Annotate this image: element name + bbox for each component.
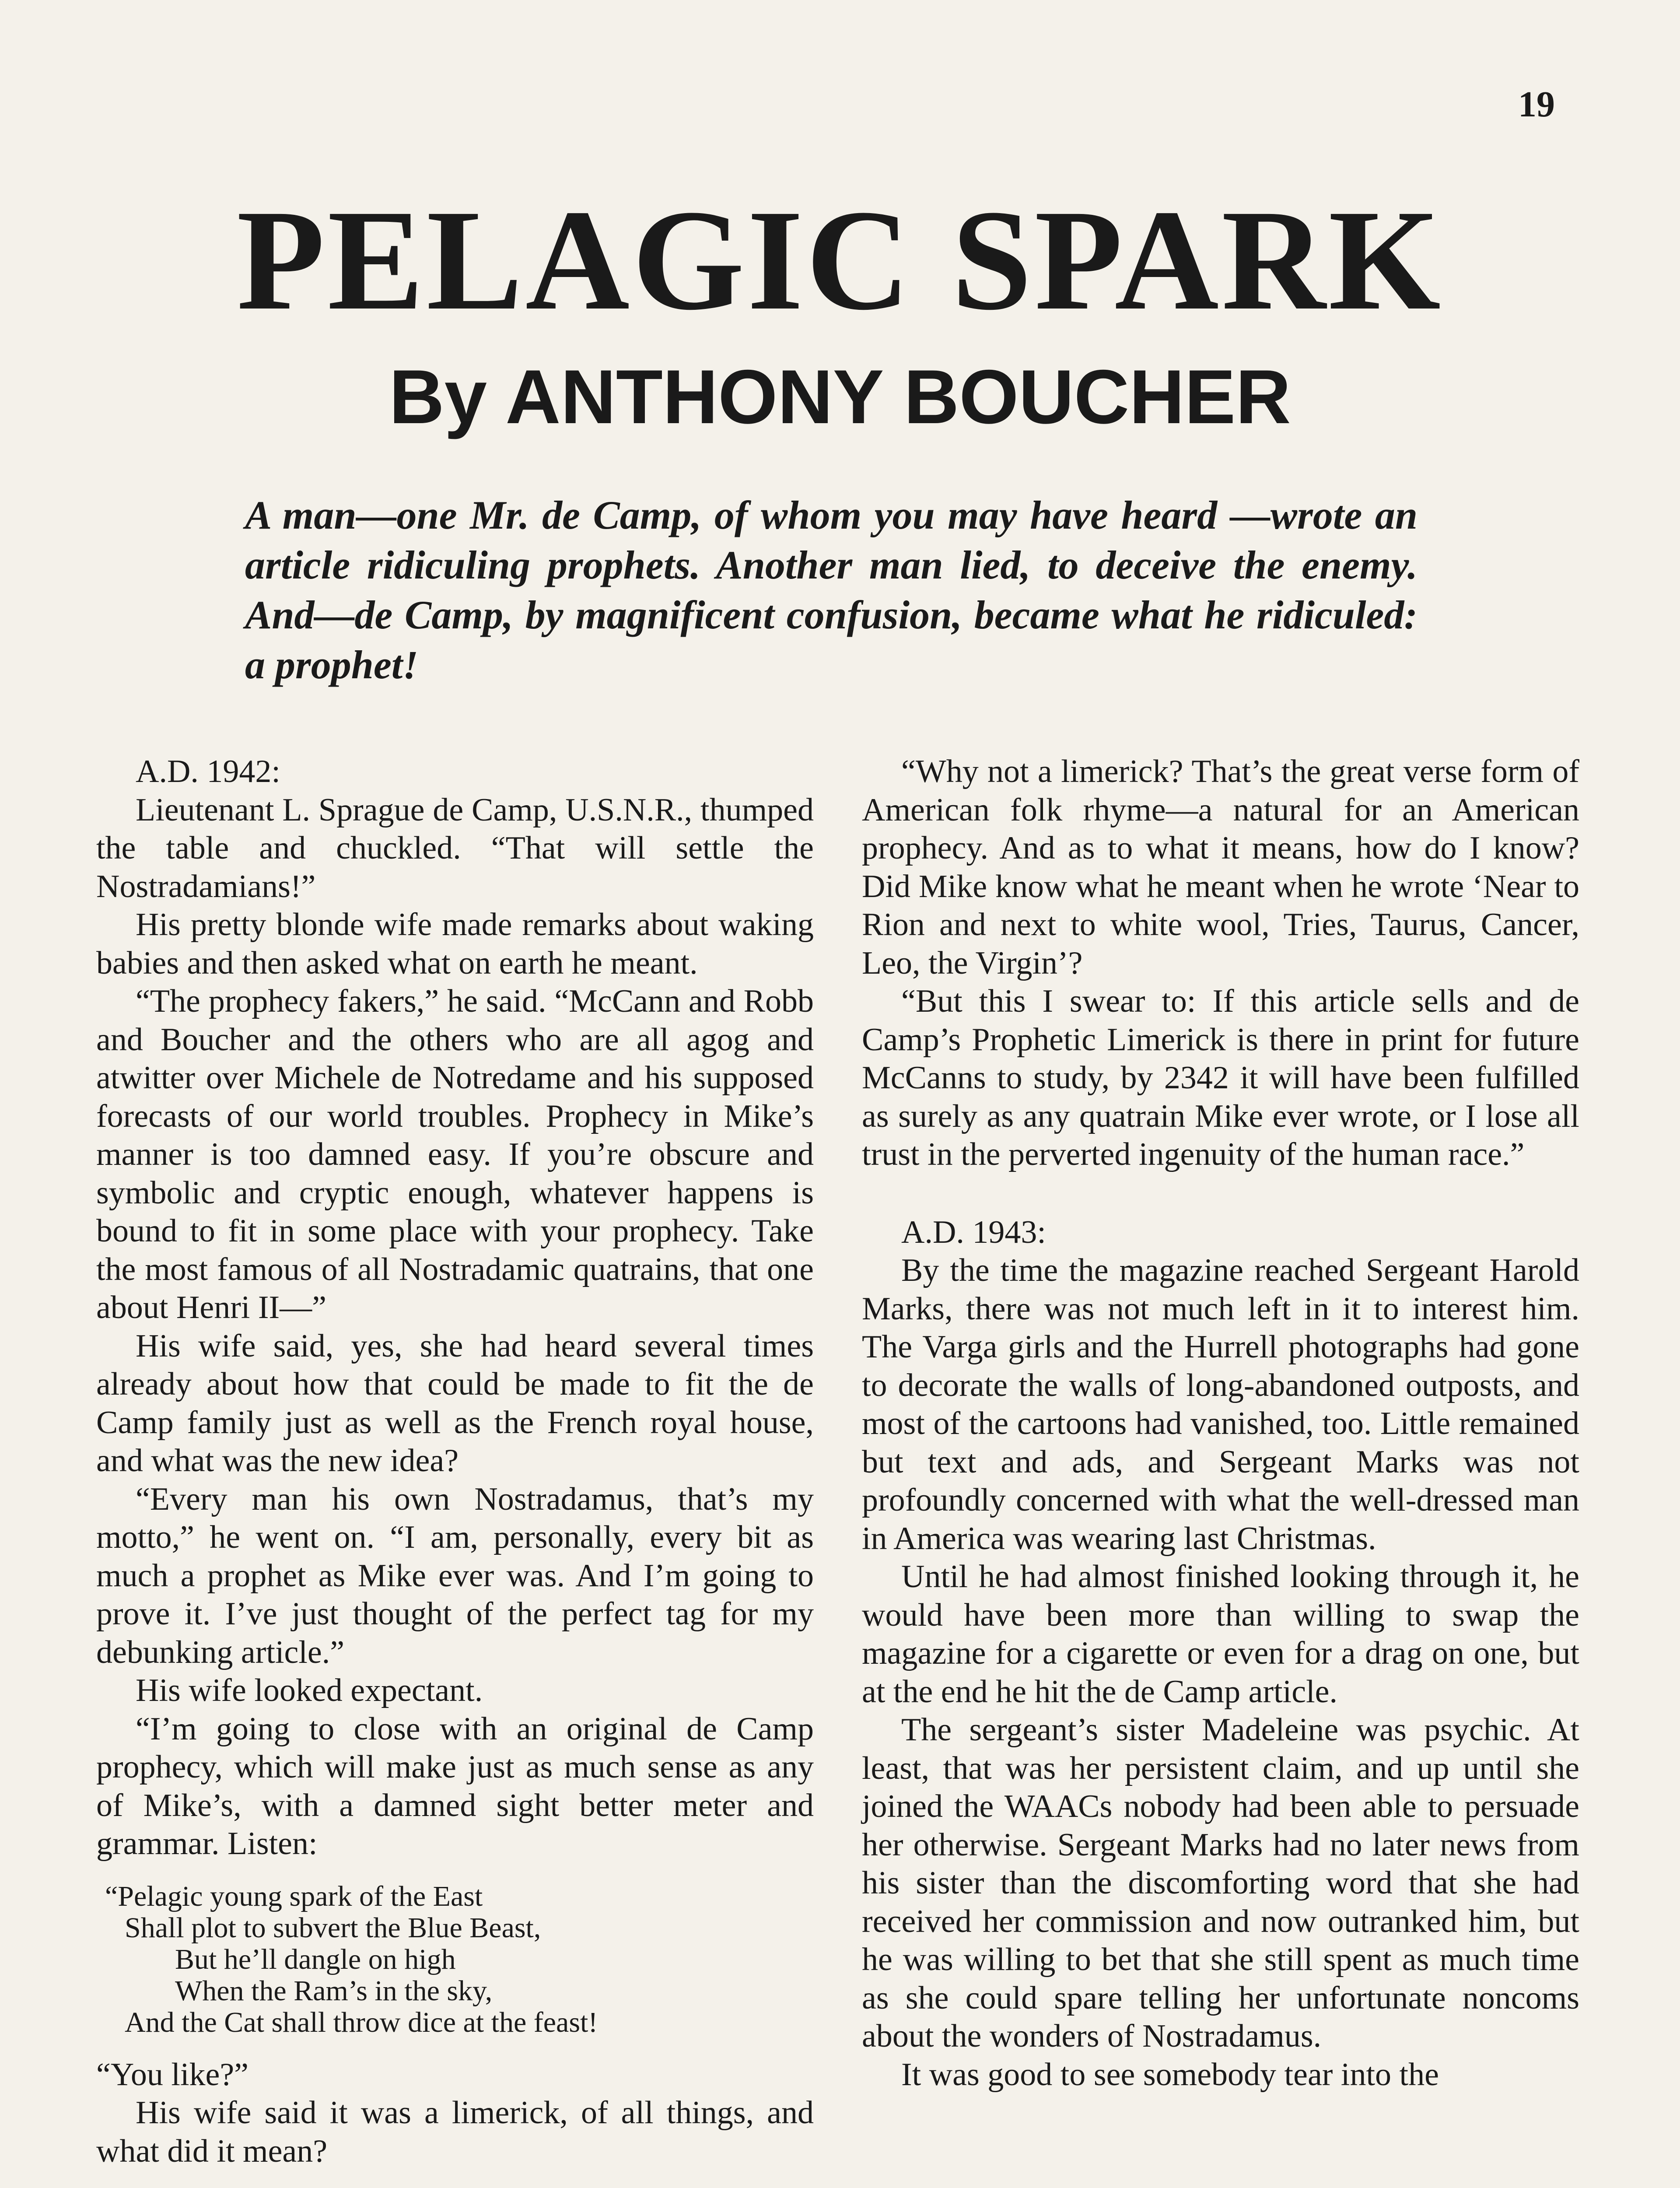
right-column [862, 753, 1579, 2094]
paragraph: His wife said, yes, she had heard several times already about how that could be made to fit the de Camp family just as well as the French royal house, and what was the new idea? [96, 1328, 814, 1479]
limerick-line: “Pelagic young spark of the East [105, 1880, 483, 1912]
section-heading-1942: A.D. 1942: [136, 754, 280, 789]
paragraph: “Every man his own Nostradamus, that’s my motto,” he went on. “I am, personally, every bit as much a prophet as Mike ever was. And I’m going to prove it. I’ve just thought of the perfect tag for my debunking article.” [96, 1481, 814, 1670]
paragraph: “The prophecy fakers,” he said. “McCann and Robb and Boucher and the others who are all agog and atwitter over Michele de Notredame and his supposed forecasts of our world troubles. Prophecy in Mike’s manner is too damned easy. If you’re obscure and symbolic and cryptic enough, whatever happens is bound to fit in some place with your prophecy. Take the most famous of all Nostradamic quatrains, that one about Henri II—” [96, 983, 814, 1325]
story-blurb: A man—one Mr. de Camp, of whom you may have heard —wrote an article ridiculing prophets. Another man lied, to deceive the enemy. And—de Camp, by magnificent confusion, became what he ridiculed: a prophet! [245, 493, 1418, 687]
paragraph: Until he had almost finished looking through it, he would have been more than willing to swap the magazine for a cigarette or even for a drag on one, but at the end he hit the de Camp article. [862, 1559, 1579, 1710]
paragraph: Lieutenant L. Sprague de Camp, U.S.N.R., thumped the table and chuckled. “That will settle the Nostradamians!” [96, 792, 814, 905]
page-number: 19 [1518, 84, 1555, 125]
limerick-line: Shall plot to subvert the Blue Beast, [125, 1911, 541, 1944]
limerick-line: But he’ll dangle on high [175, 1943, 456, 1975]
limerick-line: When the Ram’s in the sky, [175, 1974, 493, 2007]
paragraph: His wife said it was a limerick, of all things, and what did it mean? [96, 2095, 814, 2169]
paragraph: His pretty blonde wife made remarks about waking babies and then asked what on earth he meant. [96, 907, 814, 981]
limerick [105, 1881, 814, 2038]
paragraph: The sergeant’s sister Madeleine was psychic. At least, that was her persistent claim, and up until she joined the WAACs nobody had been able to persuade her otherwise. Sergeant Marks had no later news from his sister than the discomforting word that she had received her commission and now outranked him, but he was willing to bet that she still spent as much time as she could spare telling her unfortunate noncoms about the wonders of Nostradamus. [862, 1712, 1579, 2054]
paragraph: “But this I swear to: If this article sells and de Camp’s Prophetic Limerick is there in print for future McCanns to study, by 2342 it will have been fulfilled as surely as any quatrain Mike ever wrote, or I lose all trust in the perverted ingenuity of the human race.” [862, 983, 1579, 1172]
paragraph: “I’m going to close with an original de Camp prophecy, which will make just as much sense as any of Mike’s, with a damned sight better meter and grammar. Listen: [96, 1711, 814, 1862]
story-title: PELAGIC SPARK [237, 180, 1443, 340]
left-column [96, 753, 814, 2170]
paragraph: “You like?” [96, 2056, 249, 2093]
section-heading-1943: A.D. 1943: [901, 1214, 1046, 1250]
paragraph: His wife looked expectant. [136, 1673, 483, 1708]
limerick-line: And the Cat shall throw dice at the feast! [125, 2006, 598, 2038]
byline: By ANTHONY BOUCHER [389, 354, 1291, 440]
paragraph: It was good to see somebody tear into the [901, 2056, 1439, 2093]
paragraph: By the time the magazine reached Sergeant Harold Marks, there was not much left in it to interest him. The Varga girls and the Hurrell photographs had gone to decorate the walls of long-abandoned outposts, and most of the cartoons had vanished, too. Little remained but text and ads, and Sergeant Marks was not profoundly concerned with what the well-dressed man in America was wearing last Christmas. [862, 1252, 1579, 1557]
paragraph: “Why not a limerick? That’s the great verse form of American folk rhyme—a natural for an American prophecy. And as to what it means, how do I know? Did Mike know what he meant when he wrote ‘Near to Rion and next to white wool, Tries, Taurus, Cancer, Leo, the Virgin’? [862, 754, 1579, 981]
